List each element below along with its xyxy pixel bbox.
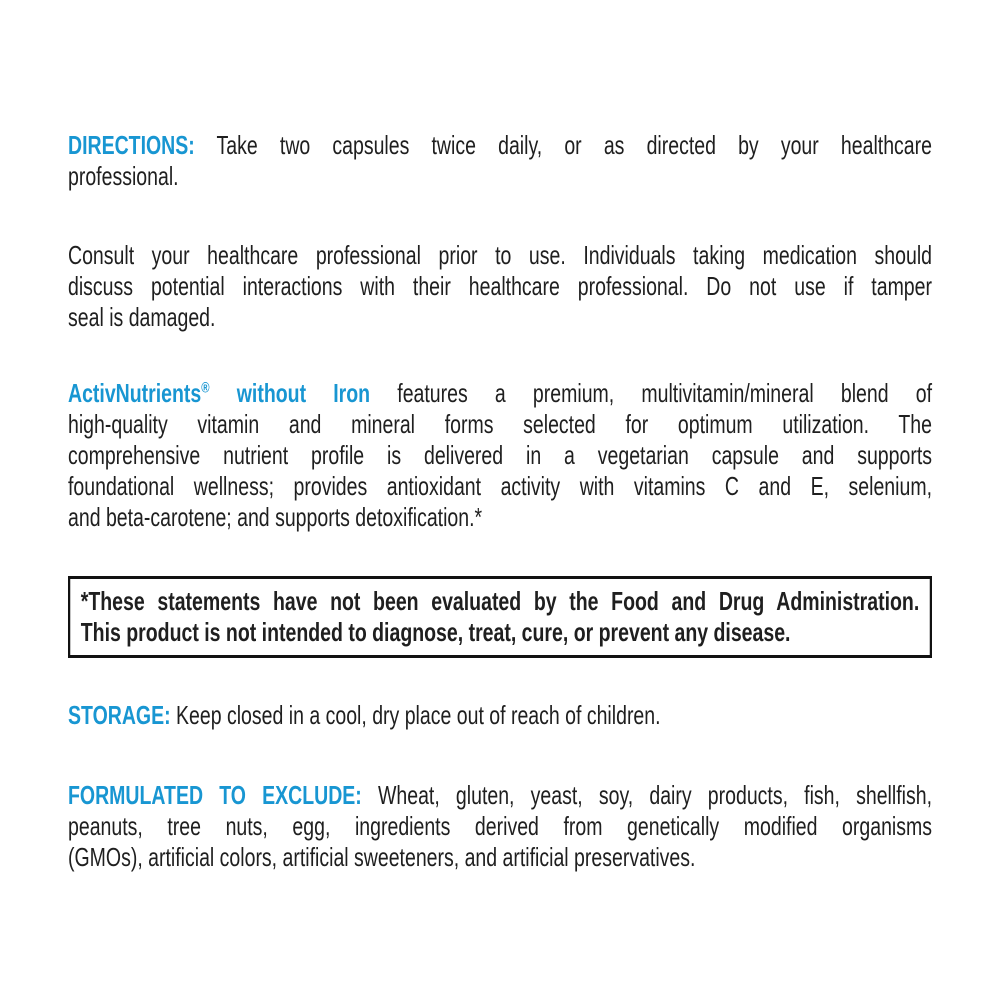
storage-section (68, 700, 932, 731)
formulated-line-3: (GMOs), artificial colors, artificial sweeteners, and artificial preservatives. (68, 842, 696, 872)
storage-text: Keep closed in a cool, dry place out of reach of children. (176, 700, 661, 730)
directions-section (68, 130, 932, 192)
description-line-5: and beta-carotene; and supports detoxification.* (68, 502, 483, 532)
formulated-line-2: peanuts, tree nuts, egg, ingredients derived from genetically modified organisms (68, 811, 932, 841)
product-description-section (68, 378, 932, 533)
description-line-1 (68, 378, 932, 409)
consult-line-3: seal is damaged. (68, 302, 216, 332)
formulated-line1-text: Wheat, gluten, yeast, soy, dairy products, fish, shellfish, (377, 780, 932, 810)
description-line1-text: features a premium, multivitamin/mineral blend of (397, 378, 932, 408)
directions-line-1 (68, 130, 932, 161)
brand-name: ActivNutrients (68, 378, 202, 408)
formulated-heading: FORMULATED TO EXCLUDE: (68, 780, 362, 810)
storage-heading: STORAGE: (68, 700, 171, 730)
consult-line-1: Consult your healthcare professional prior to use. Individuals taking medication should (68, 240, 932, 270)
description-line-4: foundational wellness; provides antioxidant activity with vitamins C and E, selenium, (68, 471, 932, 501)
directions-line-2: professional. (68, 161, 179, 191)
formulated-to-exclude-section (68, 780, 932, 873)
consult-line-2: discuss potential interactions with their healthcare professional. Do not use if tamper (68, 271, 932, 301)
formulated-line-1 (68, 780, 932, 811)
fda-disclaimer-box (68, 576, 932, 658)
description-line-3: comprehensive nutrient profile is delivered in a vegetarian capsule and supports (68, 440, 932, 470)
directions-heading: DIRECTIONS: (68, 130, 195, 160)
brand-name-suffix: without Iron (236, 378, 371, 408)
disclaimer-line-2: This product is not intended to diagnose, treat, cure, or prevent any disease. (80, 617, 791, 647)
registered-trademark-mark: ® (201, 379, 210, 397)
directions-line1-text: Take two capsules twice daily, or as directed by your healthcare (216, 130, 932, 160)
storage-line (68, 700, 932, 731)
disclaimer-line-1: *These statements have not been evaluated by the Food and Drug Administration. (80, 586, 920, 616)
description-line-2: high-quality vitamin and mineral forms selected for optimum utilization. The (68, 409, 932, 439)
consult-section (68, 240, 932, 333)
